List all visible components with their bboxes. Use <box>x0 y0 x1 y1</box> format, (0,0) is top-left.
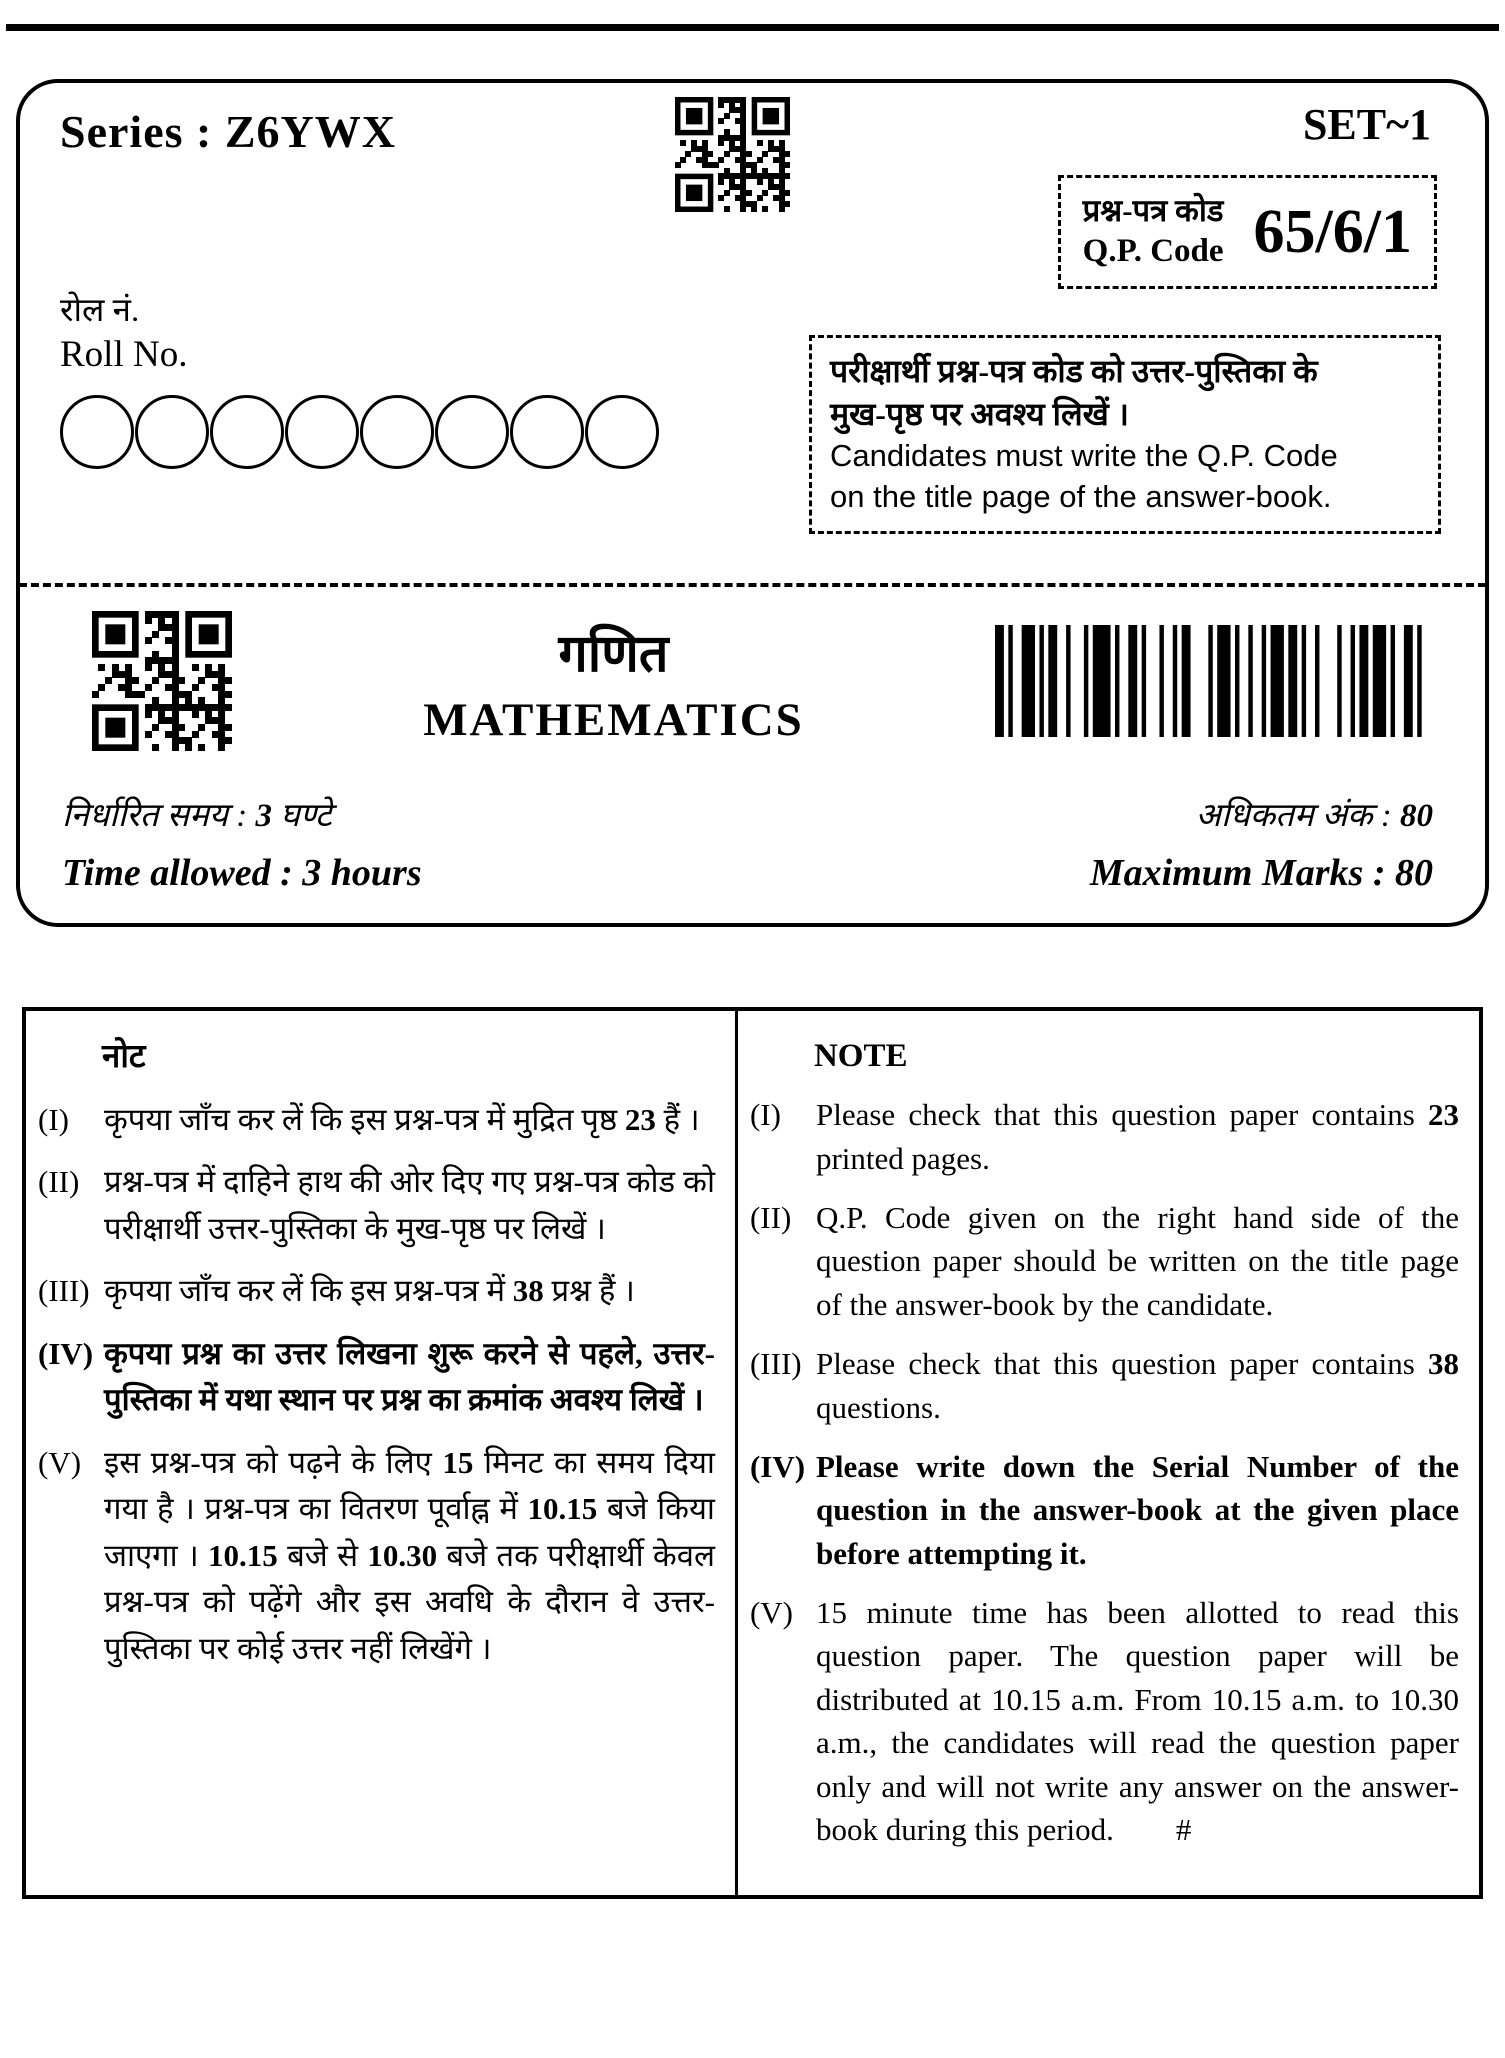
note-item-number: (IV) <box>38 1335 94 1371</box>
set-label: SET~1 <box>1302 100 1431 149</box>
note-item <box>750 1591 1459 1851</box>
note-item-text: प्रश्न-पत्र में दाहिने हाथ की ओर दिए गए प्रश्न-पत्र कोड को परीक्षार्थी उत्तर-पुस्तिका के मुख-पृष्ठ पर लिखें । <box>104 1164 715 1246</box>
series-label: Series : Z6YWX <box>60 106 396 157</box>
candidates-instruction-hindi-line2: मुख-पृष्ठ पर अवश्य लिखें । <box>830 396 1129 433</box>
roll-number-bubbles <box>60 395 660 469</box>
note-item-text: कृपया जाँच कर लें कि इस प्रश्न-पत्र में 38 प्रश्न हैं । <box>104 1273 635 1308</box>
note-item <box>750 1093 1459 1180</box>
note-title-hindi: नोट <box>102 1039 146 1075</box>
maximum-marks-english: Maximum Marks : 80 <box>1089 852 1433 894</box>
roll-bubble <box>210 395 284 469</box>
note-item-text: कृपया प्रश्न का उत्तर लिखना शुरू करने से पहले, उत्तर-पुस्तिका में यथा स्थान पर प्रश्न का क्रमांक अवश्य लिखें । <box>104 1335 715 1417</box>
top-horizontal-rule <box>6 24 1499 31</box>
note-item-number: (I) <box>749 1097 781 1133</box>
note-item-text: कृपया जाँच कर लें कि इस प्रश्न-पत्र में मुद्रित पृष्ठ 23 हैं । <box>104 1101 700 1137</box>
note-item <box>38 1097 715 1144</box>
note-item <box>38 1331 715 1424</box>
time-allowed-hindi: निर्धारित समय : 3 घण्टे <box>62 798 332 834</box>
roll-bubble <box>585 395 659 469</box>
note-item-number: (III) <box>38 1273 90 1308</box>
note-item-text: 15 minute time has been allotted to read this question paper. The question paper will be distributed at 10.15 a.m. From 10.15 a.m. to 10.30 a.m., the candidates will read the question paper only and will not write any answer on the answer-book during this period. # <box>815 1595 1459 1848</box>
subject-title-block <box>232 616 995 747</box>
note-item <box>38 1159 715 1252</box>
qr-code-left-icon <box>92 611 232 751</box>
roll-bubble <box>435 395 509 469</box>
note-table <box>22 1007 1483 1899</box>
question-paper-header-box <box>16 79 1489 927</box>
note-item-number: (III) <box>749 1346 802 1382</box>
time-marks-row-hindi <box>62 791 1433 836</box>
qr-code-top-icon <box>675 97 790 212</box>
candidates-instruction-hindi-line1: परीक्षार्थी प्रश्न-पत्र कोड को उत्तर-पुस्तिका के <box>830 353 1318 389</box>
candidates-instruction-english-line1: Candidates must write the Q.P. Code <box>830 438 1338 474</box>
roll-bubble <box>360 395 434 469</box>
note-items-english <box>750 1093 1459 1851</box>
note-item-text: Q.P. Code given on the right hand side of the question paper should be written on the title page of the answer-book by the candidate. <box>815 1199 1459 1322</box>
note-item-text: Please write down the Serial Number of the question in the answer-book at the given place before attempting it. <box>815 1448 1459 1571</box>
note-item-number: (V) <box>38 1444 82 1480</box>
dashed-section-divider <box>19 583 1486 587</box>
note-item-number: (IV) <box>749 1448 806 1484</box>
note-column-english <box>738 1011 1479 1895</box>
note-item-number: (II) <box>749 1199 792 1235</box>
qp-code-label-hindi: प्रश्न-पत्र कोड <box>1082 193 1224 228</box>
roll-bubble <box>510 395 584 469</box>
note-item <box>750 1445 1459 1575</box>
candidates-instruction-english-line2: on the title page of the answer-book. <box>830 478 1332 514</box>
note-item-number: (I) <box>38 1101 69 1137</box>
note-items-hindi <box>38 1097 715 1673</box>
note-item <box>750 1342 1459 1429</box>
note-column-hindi <box>26 1011 738 1895</box>
subject-title-english: MATHEMATICS <box>423 693 804 746</box>
note-item-number: (II) <box>38 1164 80 1199</box>
note-item <box>38 1440 715 1673</box>
qp-code-value: 65/6/1 <box>1253 197 1412 266</box>
note-item-text: इस प्रश्न-पत्र को पढ़ने के लिए 15 मिनट का समय दिया गया है । प्रश्न-पत्र का वितरण पूर्वाह्न में 10.15 बजे किया जाएगा । 10.15 बजे से 10.30 बजे तक परीक्षार्थी केवल प्रश्न-पत्र को पढ़ेंगे और इस अवधि के दौरान वे उत्तर-पुस्तिका पर कोई उत्तर नहीं लिखेंगे । <box>104 1444 715 1666</box>
note-item-text: Please check that this question paper contains 38 questions. <box>815 1346 1459 1425</box>
subject-title-hindi: गणित <box>558 625 669 683</box>
roll-bubble <box>60 395 134 469</box>
qp-code-label-english: Q.P. Code <box>1082 232 1224 269</box>
roll-bubble <box>135 395 209 469</box>
note-title-english: NOTE <box>813 1038 908 1074</box>
qp-code-labels <box>1083 192 1224 272</box>
roll-bubble <box>285 395 359 469</box>
subject-title-section <box>20 611 1485 751</box>
barcode <box>995 625 1435 737</box>
maximum-marks-hindi: अधिकतम अंक : 80 <box>1195 798 1433 834</box>
qp-code-box <box>1058 175 1437 289</box>
time-marks-row-english <box>62 851 1433 895</box>
roll-label-hindi: रोल नं. <box>60 293 140 329</box>
note-item-text: Please check that this question paper contains 23 printed pages. <box>815 1097 1459 1176</box>
candidates-instruction-box <box>809 335 1441 534</box>
time-allowed-english: Time allowed : 3 hours <box>62 852 422 894</box>
note-item-number: (V) <box>749 1595 794 1631</box>
roll-label-english: Roll No. <box>60 334 188 376</box>
note-item <box>38 1268 715 1315</box>
note-item <box>750 1196 1459 1326</box>
roll-number-block <box>60 291 660 469</box>
